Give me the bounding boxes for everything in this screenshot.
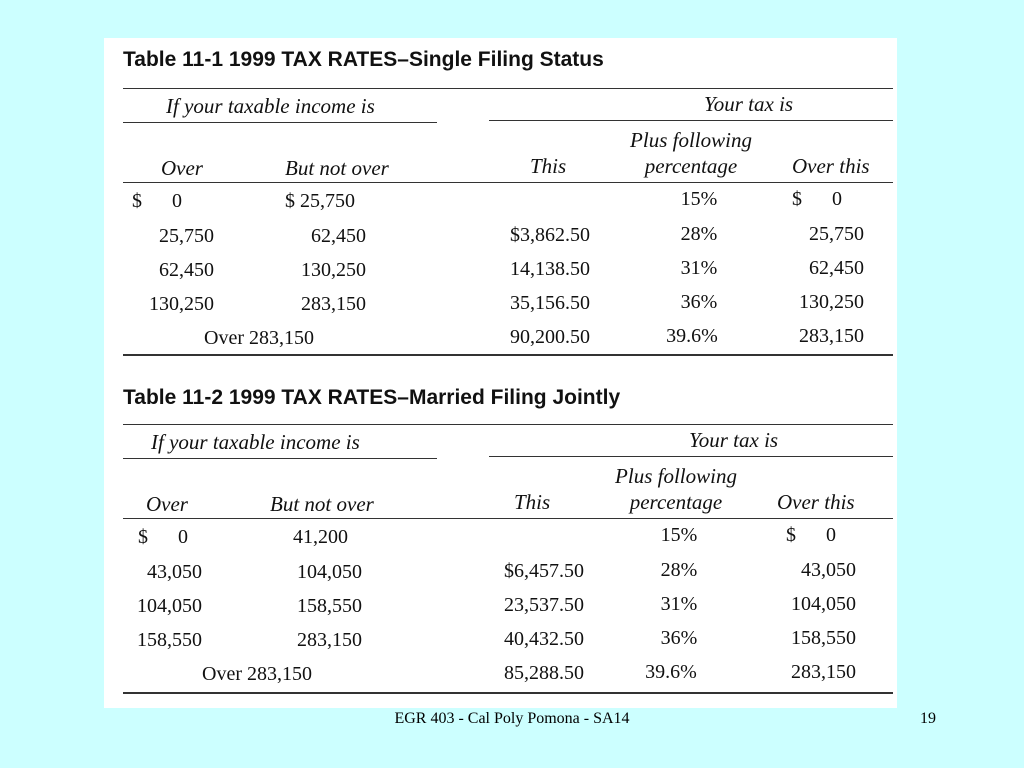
cell-but-not-over: 104,050 [297, 561, 362, 583]
cell-pct: 36% [660, 627, 698, 649]
group-header-tax: Your tax is [704, 92, 794, 116]
col-header-over: Over [146, 492, 188, 516]
cell-but-not-over: $ 25,750 [285, 190, 355, 212]
cell-pct: 31% [680, 257, 718, 279]
cell-over-this: 283,150 [799, 325, 864, 347]
cell-this: 90,200.50 [510, 326, 590, 348]
cell-over-this: 158,550 [791, 627, 856, 649]
table-bottom-rule [123, 692, 893, 694]
group-header-income: If your taxable income is [166, 94, 375, 118]
cell-over: 25,750 [159, 225, 214, 247]
cell-this: 14,138.50 [510, 258, 590, 280]
cell-pct: 28% [680, 223, 718, 245]
cell-this: 23,537.50 [504, 594, 584, 616]
cell-but-not-over: 283,150 [301, 293, 366, 315]
col-header-this: This [514, 490, 551, 514]
col-header-plus-pct-2: percentage [629, 490, 723, 514]
group-header-income: If your taxable income is [151, 430, 360, 454]
slide-image-panel [104, 38, 897, 708]
col-header-but-not-over: But not over [285, 156, 389, 180]
group-rule-right [489, 456, 893, 457]
cell-this: 85,288.50 [504, 662, 584, 684]
cell-pct: 15% [680, 188, 718, 210]
table-top-rule [123, 88, 893, 89]
cell-but-not-over: 62,450 [311, 225, 366, 247]
cell-over: 130,250 [149, 293, 214, 315]
cell-over-this: 62,450 [809, 257, 864, 279]
cell-over: $ 0 [138, 526, 188, 548]
cell-over-span: Over 283,150 [202, 663, 312, 685]
cell-pct: 39.6% [666, 325, 718, 347]
cell-but-not-over: 130,250 [301, 259, 366, 281]
cell-over-this: $ 0 [786, 524, 836, 546]
cell-pct: 39.6% [645, 661, 697, 683]
col-header-plus-pct-1: Plus following [630, 128, 752, 152]
slide-number: 19 [920, 710, 936, 727]
col-header-over: Over [161, 156, 203, 180]
cell-but-not-over: 283,150 [297, 629, 362, 651]
cell-pct: 31% [660, 593, 698, 615]
cell-but-not-over: 158,550 [297, 595, 362, 617]
col-header-plus-pct-1: Plus following [615, 464, 737, 488]
cell-this: $6,457.50 [504, 560, 584, 582]
table-bottom-rule [123, 354, 893, 356]
cell-over-span: Over 283,150 [204, 327, 314, 349]
cell-over-this: 130,250 [799, 291, 864, 313]
cell-this: $3,862.50 [510, 224, 590, 246]
slide-footer: EGR 403 - Cal Poly Pomona - SA14 [394, 710, 630, 727]
cell-over: 104,050 [137, 595, 202, 617]
cell-pct: 15% [660, 524, 698, 546]
cell-over-this: 104,050 [791, 593, 856, 615]
cell-over-this: 43,050 [801, 559, 856, 581]
cell-over-this: 25,750 [809, 223, 864, 245]
cell-over-this: $ 0 [792, 188, 842, 210]
table-title: Table 11-2 1999 TAX RATES–Married Filing Jointly [123, 386, 621, 409]
cell-pct: 36% [680, 291, 718, 313]
header-bottom-rule [123, 182, 893, 183]
col-header-but-not-over: But not over [270, 492, 374, 516]
cell-pct: 28% [660, 559, 698, 581]
cell-this: 35,156.50 [510, 292, 590, 314]
table-title: Table 11-1 1999 TAX RATES–Single Filing Status [123, 48, 604, 71]
group-rule-left [123, 122, 437, 123]
cell-over-this: 283,150 [791, 661, 856, 683]
header-bottom-rule [123, 518, 893, 519]
cell-this: 40,432.50 [504, 628, 584, 650]
col-header-over-this: Over this [792, 154, 870, 178]
table-top-rule [123, 424, 893, 425]
group-header-tax: Your tax is [689, 428, 779, 452]
group-rule-left [123, 458, 437, 459]
cell-but-not-over: 41,200 [293, 526, 348, 548]
cell-over: $ 0 [132, 190, 182, 212]
cell-over: 158,550 [137, 629, 202, 651]
group-rule-right [489, 120, 893, 121]
col-header-this: This [530, 154, 567, 178]
col-header-over-this: Over this [777, 490, 855, 514]
cell-over: 62,450 [159, 259, 214, 281]
col-header-plus-pct-2: percentage [644, 154, 738, 178]
cell-over: 43,050 [147, 561, 202, 583]
